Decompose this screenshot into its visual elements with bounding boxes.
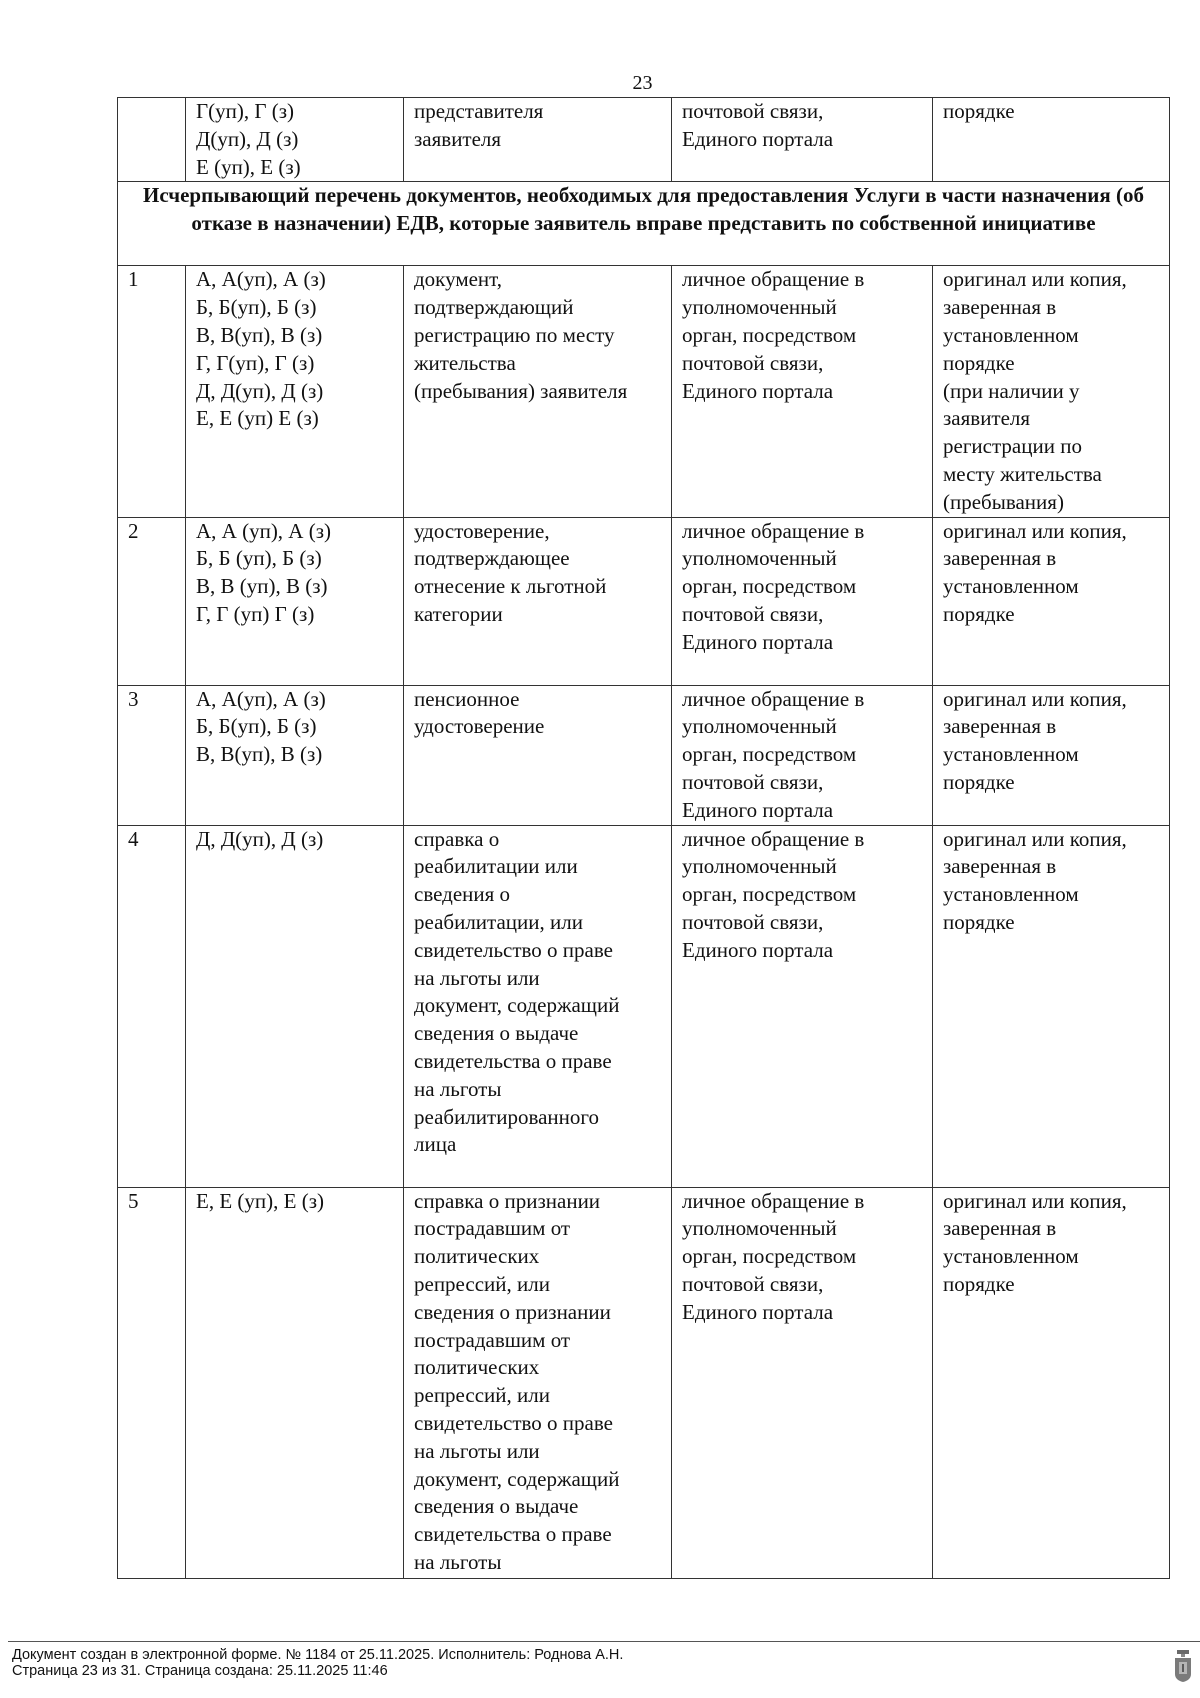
cell-form: оригинал или копия, заверенная в установленном порядке <box>933 685 1170 825</box>
cell-form: оригинал или копия, заверенная в установленном порядке <box>933 825 1170 1187</box>
cell-form: оригинал или копия, заверенная в установленном порядке <box>933 1187 1170 1578</box>
cell-number: 3 <box>118 685 186 825</box>
cell-form: порядке <box>933 98 1170 182</box>
cell-method: почтовой связи, Единого портала <box>672 98 933 182</box>
table-row <box>118 685 1170 825</box>
cell-document: справка о признании пострадавшим от политических репрессий, или сведения о признании пострадавшим от политических репрессий, или свидетельство о праве на льготы или документ, содержащий сведения о выдаче свидетельства о праве на льготы <box>404 1187 672 1578</box>
table-row <box>118 825 1170 1187</box>
cell-method: личное обращение в уполномоченный орган, посредством почтовой связи, Единого портала <box>672 1187 933 1578</box>
cell-number: 5 <box>118 1187 186 1578</box>
cell-number <box>118 98 186 182</box>
cell-form: оригинал или копия, заверенная в установленном порядке (при наличии у заявителя регистрации по месту жительства (пребывания) <box>933 266 1170 517</box>
cell-method: личное обращение в уполномоченный орган, посредством почтовой связи, Единого портала <box>672 266 933 517</box>
page-number: 23 <box>632 72 653 94</box>
cell-number: 1 <box>118 266 186 517</box>
footer-divider <box>8 1641 1200 1642</box>
cell-categories: А, А (уп), А (з) Б, Б (уп), Б (з) В, В (уп), В (з) Г, Г (уп) Г (з) <box>186 517 404 685</box>
table-row <box>118 266 1170 517</box>
cell-categories: Д, Д(уп), Д (з) <box>186 825 404 1187</box>
cell-document: справка о реабилитации или сведения о реабилитации, или свидетельство о праве на льготы или документ, содержащий сведения о выдаче свидетельства о праве на льготы реабилитированного лица <box>404 825 672 1187</box>
cell-categories: А, А(уп), А (з) Б, Б(уп), Б (з) В, В(уп), В (з) <box>186 685 404 825</box>
cell-document: документ, подтверждающий регистрацию по месту жительства (пребывания) заявителя <box>404 266 672 517</box>
cell-document: удостоверение, подтверждающее отнесение к льготной категории <box>404 517 672 685</box>
cell-method: личное обращение в уполномоченный орган, посредством почтовой связи, Единого портала <box>672 825 933 1187</box>
coat-of-arms-icon <box>1174 1650 1192 1682</box>
cell-categories: Г(уп), Г (з) Д(уп), Д (з) Е (уп), Е (з) <box>186 98 404 182</box>
footer <box>12 1647 623 1679</box>
cell-number: 4 <box>118 825 186 1187</box>
cell-categories: Е, Е (уп), Е (з) <box>186 1187 404 1578</box>
cell-categories: А, А(уп), А (з) Б, Б(уп), Б (з) В, В(уп), В (з) Г, Г(уп), Г (з) Д, Д(уп), Д (з) Е, Е (уп) Е (з) <box>186 266 404 517</box>
cell-form: оригинал или копия, заверенная в установленном порядке <box>933 517 1170 685</box>
footer-page-info: Страница 23 из 31. Страница создана: 25.11.2025 11:46 <box>12 1663 388 1679</box>
cell-document: пенсионное удостоверение <box>404 685 672 825</box>
section-header-row <box>118 182 1170 266</box>
table-row <box>118 1187 1170 1578</box>
cell-method: личное обращение в уполномоченный орган, посредством почтовой связи, Единого портала <box>672 685 933 825</box>
table-row <box>118 517 1170 685</box>
cell-document: представителя заявителя <box>404 98 672 182</box>
cell-number: 2 <box>118 517 186 685</box>
footer-document-info: Документ создан в электронной форме. № 1184 от 25.11.2025. Исполнитель: Роднова А.Н. <box>12 1647 624 1663</box>
documents-table <box>117 97 1170 1579</box>
cell-method: личное обращение в уполномоченный орган, посредством почтовой связи, Единого портала <box>672 517 933 685</box>
section-title: Исчерпывающий перечень документов, необходимых для предоставления Услуги в части назначения (об отказе в назначении) ЕДВ, которые заявитель вправе представить по собственной инициативе <box>118 182 1170 266</box>
table-row-continued <box>118 98 1170 182</box>
